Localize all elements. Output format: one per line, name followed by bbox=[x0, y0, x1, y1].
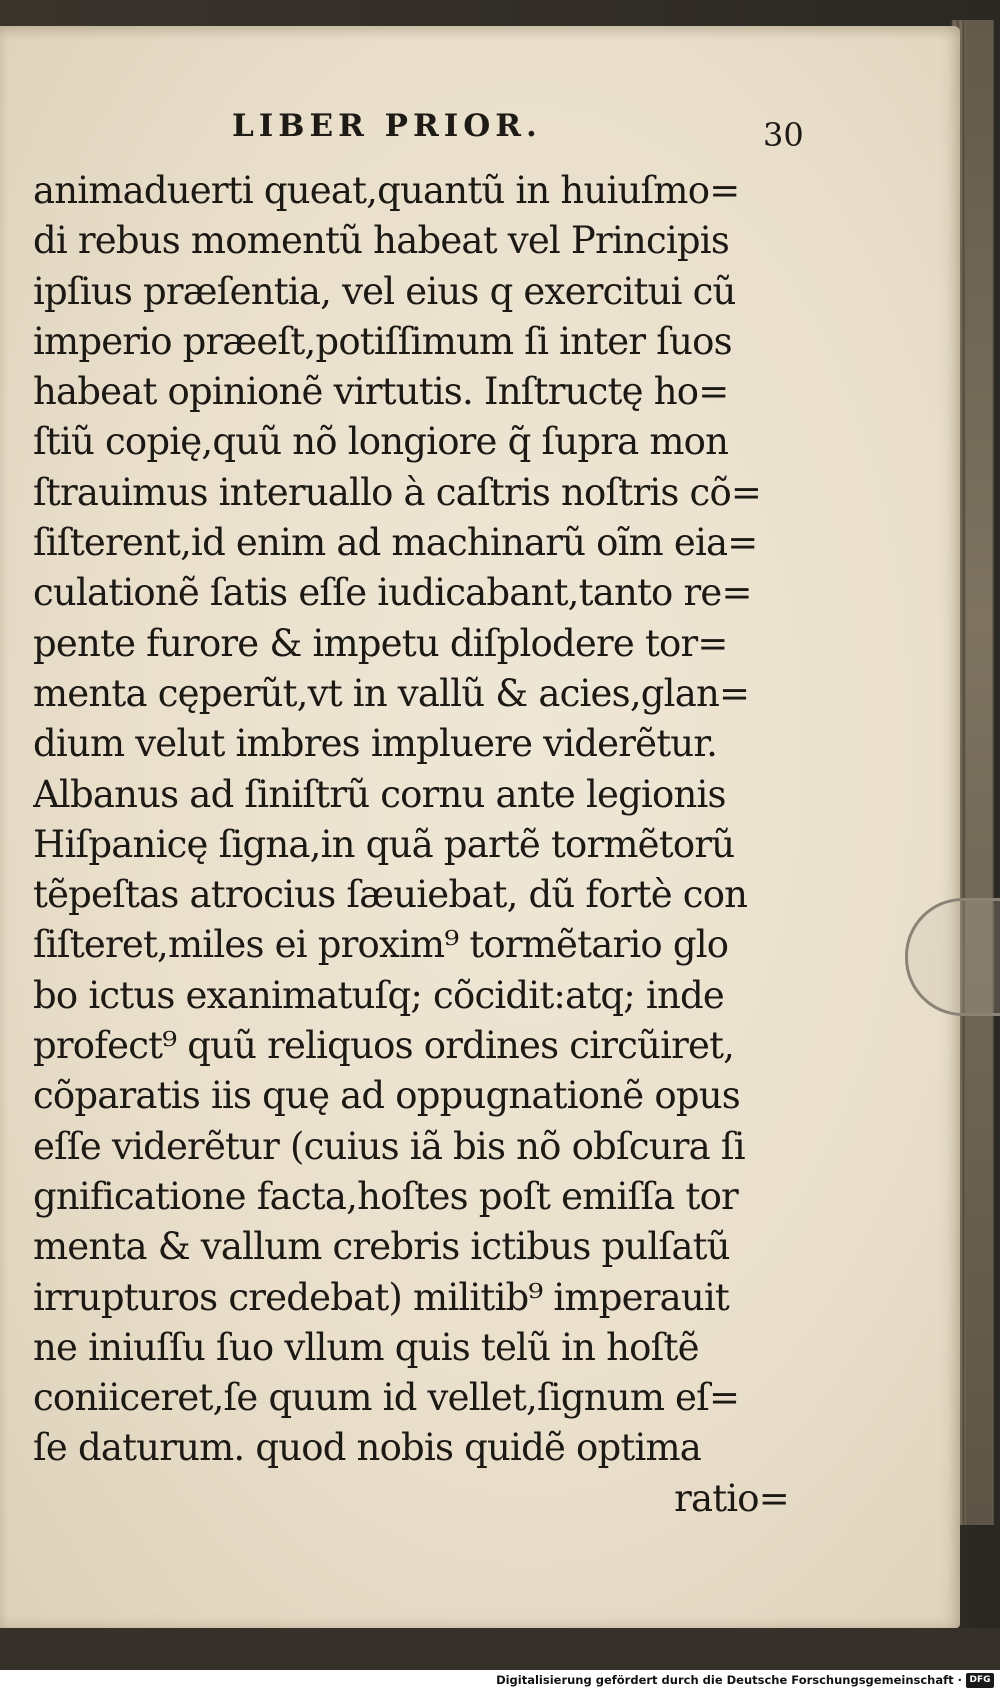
dfg-logo: DFG bbox=[966, 1673, 994, 1688]
catchword: ratio= bbox=[674, 1476, 789, 1520]
text-line: imperio præeſt,potiſſimum ſi inter ſuos bbox=[33, 319, 732, 363]
book-page-edges-inner bbox=[966, 20, 992, 1525]
text-line: menta & vallum crebris ictibus pulſatũ bbox=[33, 1225, 730, 1269]
page-number: 30 bbox=[763, 116, 804, 154]
text-line: ipſius præſentia, vel eius q exercitui cũ bbox=[33, 269, 736, 313]
text-line: profect⁹ quũ reliquos ordines circũiret, bbox=[33, 1024, 735, 1068]
text-line: eſſe viderẽtur (cuius iã bis nõ obſcura ſi bbox=[33, 1124, 745, 1168]
text-line: bo ictus exanimatuſq; cõcidit:atq; inde bbox=[33, 973, 724, 1017]
text-line: pente furore & impetu diſplodere tor= bbox=[33, 621, 728, 665]
footer-bar bbox=[0, 1670, 1000, 1692]
text-line: Albanus ad ſiniſtrũ cornu ante legionis bbox=[33, 772, 726, 816]
text-line: ſiſterent,id enim ad machinarũ oĩm eia= bbox=[33, 521, 758, 565]
running-head: LIBER PRIOR. bbox=[232, 108, 542, 144]
text-line: ſtiũ copię,quũ nõ longiore q̃ ſupra mon bbox=[33, 420, 729, 464]
text-line: ſe daturum. quod nobis quidẽ optima bbox=[33, 1426, 702, 1470]
digitization-credit: Digitalisierung gefördert durch die Deutsche Forschungsgemeinschaft · bbox=[496, 1673, 962, 1687]
text-line: cõparatis iis quę ad oppugnationẽ opus bbox=[33, 1074, 740, 1118]
text-line: coniiceret,ſe quum id vellet,ſignum eſ= bbox=[33, 1376, 740, 1420]
text-block bbox=[33, 166, 793, 1524]
text-line: culationẽ ſatis eſſe iudicabant,tanto re= bbox=[33, 571, 752, 615]
text-line: ſtrauimus interuallo à caſtris noſtris cõ= bbox=[33, 470, 762, 514]
text-line: dium velut imbres impluere viderẽtur. bbox=[33, 722, 718, 766]
text-line: di rebus momentũ habeat vel Principis bbox=[33, 219, 730, 263]
text-line: tẽpeſtas atrocius ſæuiebat, dũ fortè con bbox=[33, 873, 748, 917]
text-line: ſiſteret,miles ei proxim⁹ tormẽtario glo bbox=[33, 923, 729, 967]
text-line: Hiſpanicę ſigna,in quã partẽ tormẽtorũ bbox=[33, 822, 735, 866]
text-line: habeat opinionẽ virtutis. Inſtructę ho= bbox=[33, 370, 729, 414]
text-line: irrupturos credebat) militib⁹ imperauit bbox=[33, 1275, 729, 1319]
text-line: animaduerti queat,quantũ in huiuſmo= bbox=[33, 169, 740, 212]
text-line: gnificatione facta,hoſtes poſt emiſſa tor bbox=[33, 1174, 738, 1218]
text-line: ne iniuſſu ſuo vllum quis telũ in hoſtẽ bbox=[33, 1325, 699, 1369]
bottom-strip bbox=[0, 1628, 1000, 1670]
text-line: menta cęperũt,vt in vallũ & acies,glan= bbox=[33, 671, 750, 715]
